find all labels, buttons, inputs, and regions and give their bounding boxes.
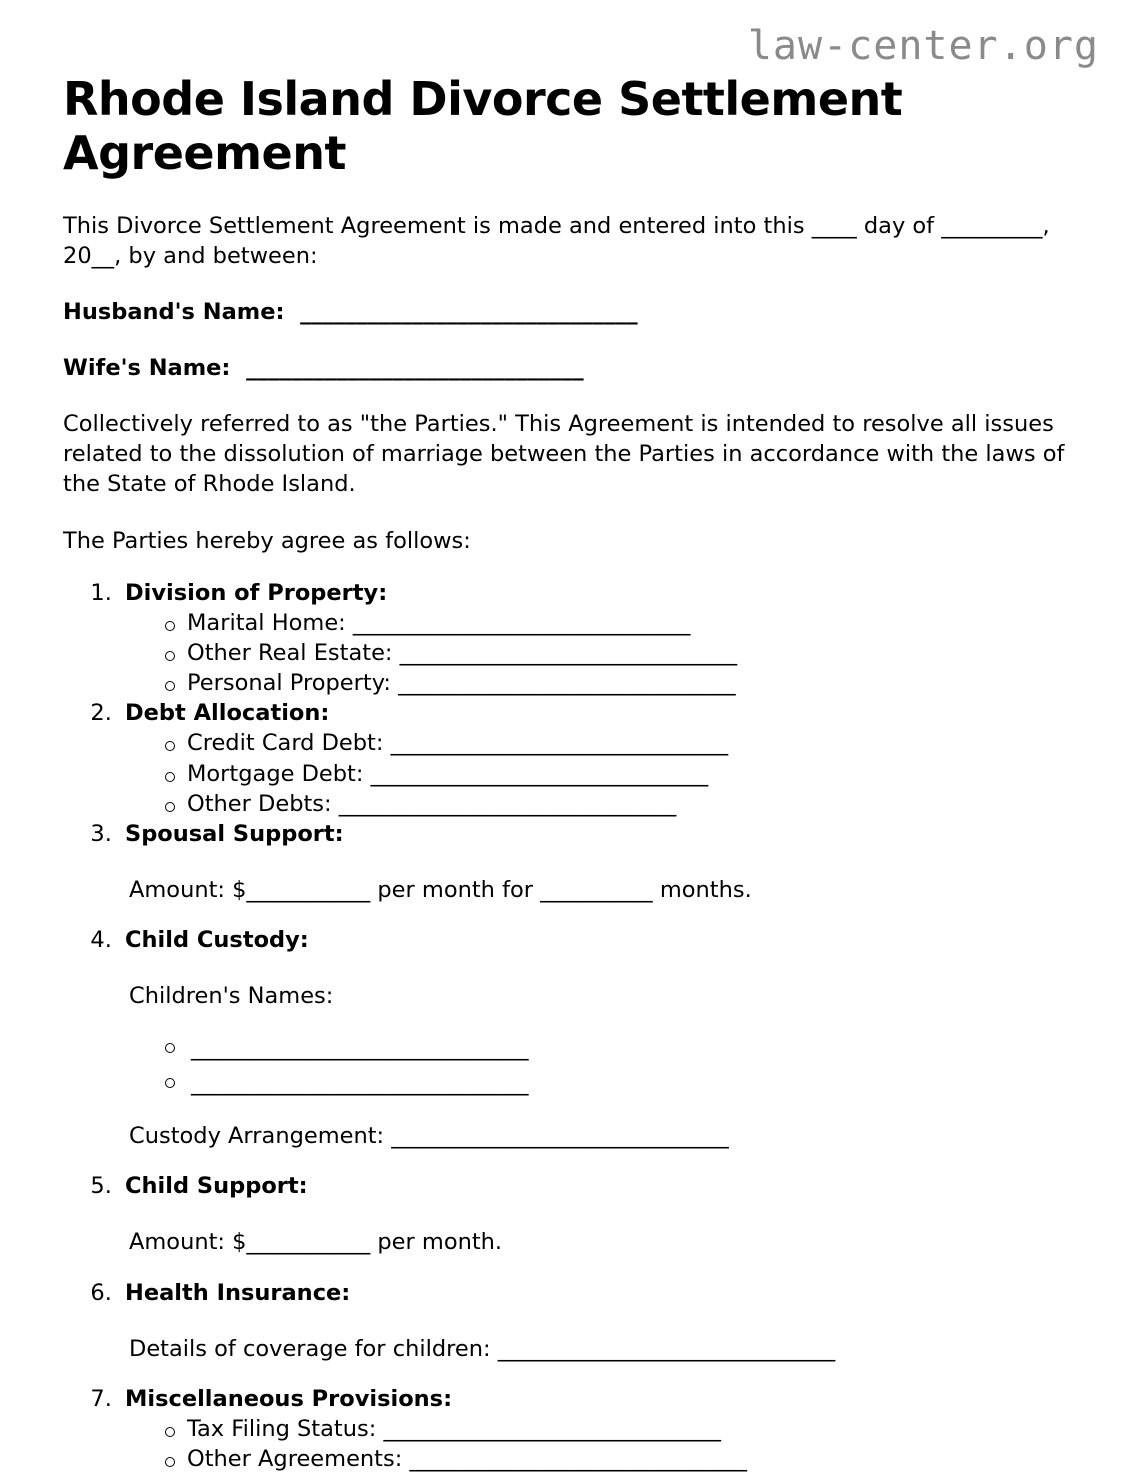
subitem-blank[interactable]: ______________________________ [402, 1446, 747, 1473]
spacer [63, 271, 1070, 297]
custody-arrangement-blank[interactable]: ______________________________ [384, 1123, 729, 1150]
provision-label: Spousal Support: [125, 820, 344, 847]
spacer [125, 1011, 1070, 1031]
subitem-blank[interactable]: ______________________________ [376, 1415, 721, 1442]
list-item [161, 1031, 1070, 1066]
provisions-list [63, 578, 1070, 1474]
page-title: Rhode Island Divorce Settlement Agreement [63, 72, 903, 181]
spacer [125, 1308, 1070, 1334]
subitem-label: Other Real Estate: [187, 639, 393, 666]
list-item [161, 1066, 1070, 1101]
provision-item-spousal-support [119, 819, 1070, 925]
spousal-support-amount-line[interactable]: Amount: $___________ per month for __________ months. [129, 876, 752, 903]
child-name-blank[interactable]: ______________________________ [191, 1035, 529, 1062]
health-coverage-line [125, 1334, 1070, 1364]
subitem-blank[interactable]: ______________________________ [345, 609, 691, 636]
provision-label: Miscellaneous Provisions: [125, 1385, 453, 1412]
health-coverage-label: Details of coverage for children: [129, 1335, 491, 1362]
custody-arrangement-line [125, 1121, 1070, 1151]
custody-arrangement-label: Custody Arrangement: [129, 1123, 385, 1150]
provision-label: Debt Allocation: [125, 700, 330, 727]
provision-label: Child Support: [125, 1173, 308, 1200]
list-item [161, 728, 1070, 758]
provision-label: Health Insurance: [125, 1279, 351, 1306]
spacer [125, 1201, 1070, 1227]
spacer [125, 955, 1070, 981]
subitem-label: Marital Home: [187, 609, 346, 636]
subitem-label: Other Agreements: [187, 1446, 403, 1473]
provision-subitems [125, 728, 1070, 818]
provision-item-division-of-property [119, 578, 1070, 699]
provision-label: Division of Property: [125, 579, 388, 606]
provision-item-child-custody [119, 925, 1070, 1171]
list-item [161, 638, 1070, 668]
provision-item-debt-allocation [119, 698, 1070, 819]
spacer [125, 1101, 1070, 1121]
subitem-label: Mortgage Debt: [187, 760, 364, 787]
subitem-blank[interactable]: ______________________________ [331, 790, 677, 817]
agree-intro-paragraph: The Parties hereby agree as follows: [63, 527, 471, 554]
spacer [125, 1258, 1070, 1278]
collective-paragraph: Collectively referred to as "the Parties." This Agreement is intended to resolve all issues related to the dissolution of marriage between the Parties in accordance with the laws of the State of Rhode Island. [63, 411, 1065, 498]
site-watermark: law-center.org [747, 23, 1099, 69]
children-names-blanks [125, 1031, 1070, 1101]
spacer [63, 556, 1070, 578]
provision-subitems [125, 608, 1070, 698]
subitem-blank[interactable]: ______________________________ [363, 760, 709, 787]
list-item [161, 759, 1070, 789]
spacer [125, 1364, 1070, 1384]
children-names-label: Children's Names: [129, 983, 334, 1010]
list-item [161, 789, 1070, 819]
spacer [125, 849, 1070, 875]
wife-name-label: Wife's Name: [63, 354, 231, 381]
spacer [63, 181, 1070, 211]
child-support-amount-line[interactable]: Amount: $___________ per month. [129, 1229, 503, 1256]
child-name-blank[interactable]: ______________________________ [191, 1070, 529, 1097]
provision-item-child-support [119, 1171, 1070, 1277]
subitem-label: Other Debts: [187, 790, 332, 817]
list-item [161, 608, 1070, 638]
husband-name-field [63, 297, 1070, 327]
wife-name-blank[interactable]: ______________________________ [230, 354, 584, 381]
intro-paragraph: This Divorce Settlement Agreement is made and entered into this ____ day of _________, 20__, by and between: [63, 212, 1050, 269]
provision-item-miscellaneous-provisions [119, 1384, 1070, 1474]
subitem-label: Personal Property: [187, 670, 391, 697]
health-coverage-blank[interactable]: ______________________________ [490, 1335, 836, 1362]
subitem-label: Tax Filing Status: [187, 1415, 377, 1442]
spacer [125, 1151, 1070, 1171]
subitem-blank[interactable]: ______________________________ [390, 670, 736, 697]
spacer [125, 905, 1070, 925]
spacer [63, 500, 1070, 526]
spacer [63, 327, 1070, 353]
subitem-blank[interactable]: ______________________________ [392, 639, 738, 666]
list-item [161, 668, 1070, 698]
spacer [63, 383, 1070, 409]
list-item [161, 1414, 1070, 1444]
list-item [161, 1444, 1070, 1474]
husband-name-blank[interactable]: ______________________________ [284, 298, 638, 325]
provision-subitems [125, 1414, 1070, 1474]
subitem-blank[interactable]: ______________________________ [383, 730, 729, 757]
subitem-label: Credit Card Debt: [187, 730, 384, 757]
provision-item-health-insurance [119, 1278, 1070, 1384]
husband-name-label: Husband's Name: [63, 298, 285, 325]
wife-name-field [63, 353, 1070, 383]
provision-label: Child Custody: [125, 927, 309, 954]
